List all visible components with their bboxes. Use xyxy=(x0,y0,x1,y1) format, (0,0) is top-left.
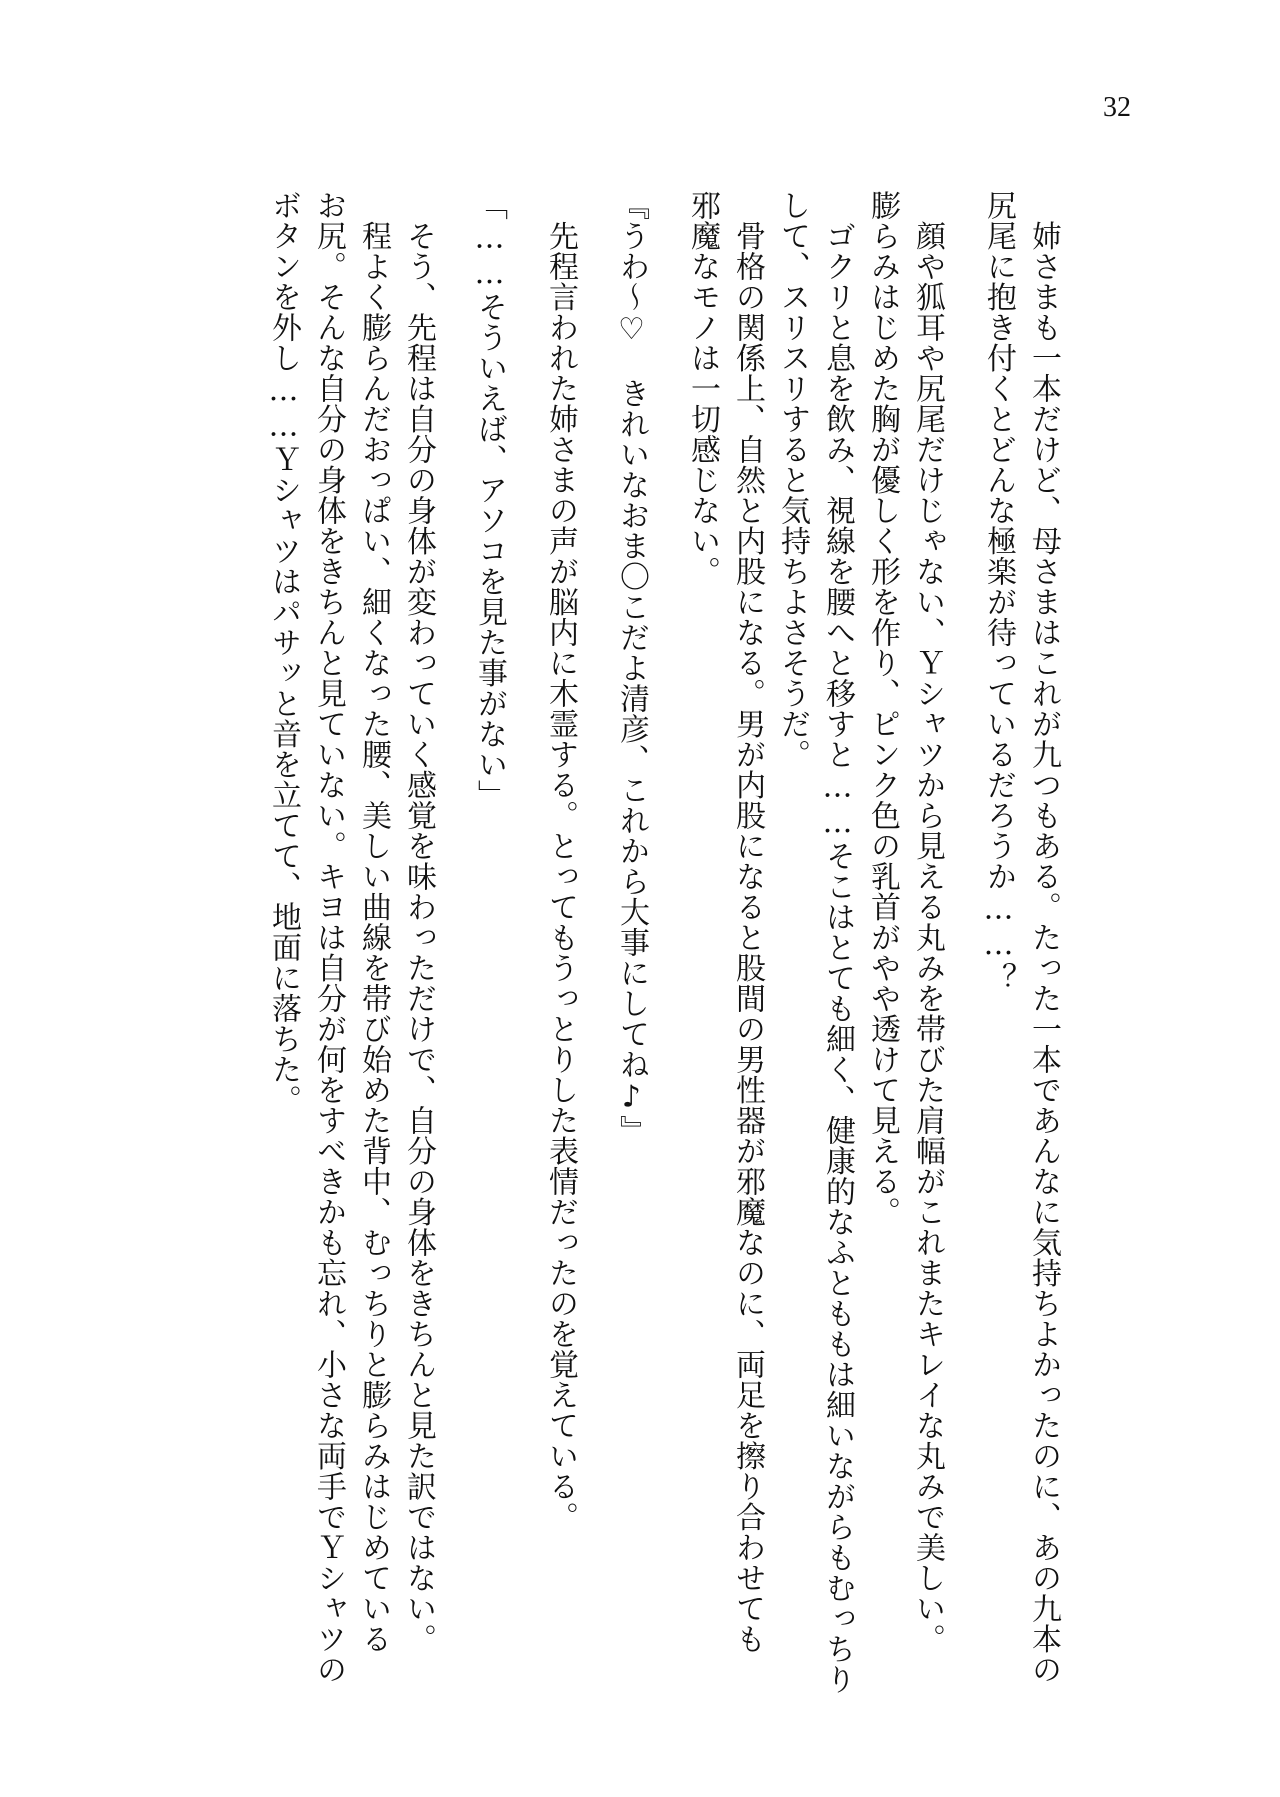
dialogue-line: 「……そういえば、アソコを見た事がない」 xyxy=(472,190,507,810)
text-line: 邪魔なモノは一切感じない。 xyxy=(685,190,720,587)
text-line: 程よく膨らんだおっぱい、細くなった腰、美しい曲線を帯び始めた背中、むっちりと膨らみはじめている xyxy=(356,190,391,1654)
text-line: お尻。そんな自分の身体をきちんと見ていない。キヨは自分が何をすべきかも忘れ、小さな両手でＹシャツの xyxy=(311,190,346,1685)
text-line: して、スリスリすると気持ちよさそうだ。 xyxy=(775,190,810,770)
paragraph-gap xyxy=(950,190,976,1630)
text-line: 尻尾に抱き付くとどんな極楽が待っているだろうか……？ xyxy=(981,190,1016,993)
page-number: 32 xyxy=(1103,92,1131,123)
paragraph-gap xyxy=(583,190,609,1630)
text-line: ボタンを外し……Ｙシャツはパサッと音を立てて、地面に落ちた。 xyxy=(266,190,301,1115)
text-line: 先程言われた姉さまの声が脳内に木霊する。とってもうっとりした表情だったのを覚えている。 xyxy=(543,190,578,1532)
text-line: 骨格の関係上、自然と内股になる。男が内股になると股間の男性器が邪魔なのに、両足を擦り合わせても xyxy=(730,190,765,1654)
paragraph-gap xyxy=(441,190,467,1630)
paragraph-gap xyxy=(512,190,538,1630)
text-line: 姉さまも一本だけど、母さまはこれが九つもある。たった一本であんなに気持ちよかったのに、あの九本の xyxy=(1026,190,1061,1685)
text-line: ゴクリと息を飲み、視線を腰へと移すと……そこはとても細く、健康的なふとももは細いながらもむっちり xyxy=(820,190,855,1695)
paragraph-gap xyxy=(654,190,680,1630)
dialogue-line: 『うわ～♡ きれいなおま〇こだよ清彦、これから大事にしてね♪』 xyxy=(614,190,649,1146)
text-line: 顔や狐耳や尻尾だけじゃない、Ｙシャツから見える丸みを帯びた肩幅がこれまたキレイな丸みで美しい。 xyxy=(910,190,945,1654)
text-line: 膨らみはじめた胸が優しく形を作り、ピンク色の乳首がやや透けて見える。 xyxy=(865,190,900,1227)
vertical-text-block xyxy=(261,190,1066,1695)
text-line: そう、先程は自分の身体が変わっていく感覚を味わっただけで、自分の身体をきちんと見た訳ではない。 xyxy=(401,190,436,1654)
